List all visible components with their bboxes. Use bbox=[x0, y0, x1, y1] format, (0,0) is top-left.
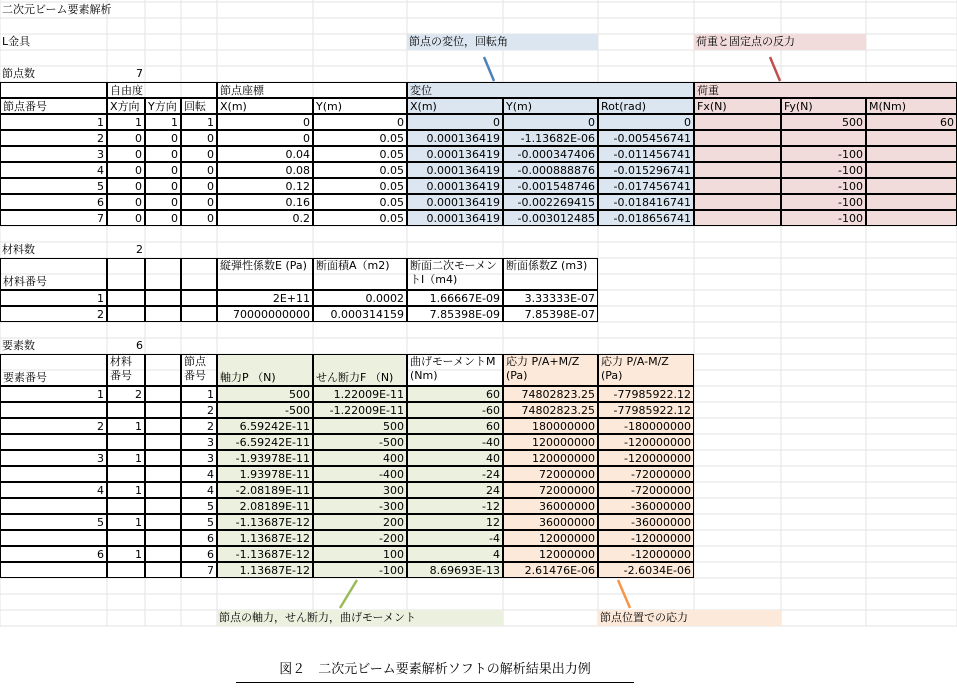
node-cell[interactable]: 0 bbox=[145, 146, 181, 162]
node-cell[interactable]: -0.001548746 bbox=[503, 178, 598, 194]
material-header[interactable]: 断面係数Z (m3) bbox=[503, 258, 598, 290]
node-cell[interactable]: 0 bbox=[217, 114, 313, 130]
element-cell[interactable] bbox=[145, 450, 181, 466]
node-cell[interactable] bbox=[694, 194, 781, 210]
material-cell[interactable]: 3.33333E-07 bbox=[503, 290, 598, 306]
node-header[interactable]: Y(m) bbox=[503, 98, 598, 114]
element-cell[interactable]: -120000000 bbox=[598, 434, 694, 450]
element-cell[interactable]: 6 bbox=[181, 546, 217, 562]
node-cell[interactable]: -100 bbox=[781, 210, 866, 226]
material-cell[interactable] bbox=[107, 306, 145, 322]
element-cell[interactable] bbox=[0, 562, 107, 578]
material-header[interactable]: 材料番号 bbox=[0, 258, 107, 290]
element-header[interactable]: 曲げモーメントM (Nm) bbox=[407, 354, 503, 386]
node-cell[interactable]: 0.000136419 bbox=[407, 162, 503, 178]
element-cell[interactable] bbox=[145, 418, 181, 434]
callout-load[interactable]: 荷重と固定点の反力 bbox=[694, 34, 866, 50]
material-cell[interactable] bbox=[107, 290, 145, 306]
node-header[interactable]: 回転 bbox=[181, 98, 217, 114]
node-cell[interactable]: 60 bbox=[866, 114, 957, 130]
material-cell[interactable] bbox=[145, 306, 181, 322]
node-group-disp[interactable]: 変位 bbox=[407, 82, 694, 98]
element-cell[interactable]: -300 bbox=[313, 498, 407, 514]
node-cell[interactable]: 0 bbox=[107, 130, 145, 146]
nodes-count-label[interactable]: 節点数 bbox=[2, 67, 35, 80]
element-cell[interactable]: 5 bbox=[181, 498, 217, 514]
element-cell[interactable]: -12000000 bbox=[598, 546, 694, 562]
node-cell[interactable]: -0.002269415 bbox=[503, 194, 598, 210]
material-header[interactable] bbox=[107, 258, 145, 290]
element-cell[interactable]: 1 bbox=[107, 418, 145, 434]
element-cell[interactable]: 60 bbox=[407, 386, 503, 402]
node-cell[interactable]: -0.000888876 bbox=[503, 162, 598, 178]
node-cell[interactable]: 0 bbox=[407, 114, 503, 130]
element-header[interactable] bbox=[145, 354, 181, 386]
element-cell[interactable]: 1 bbox=[107, 482, 145, 498]
material-cell[interactable]: 7.85398E-09 bbox=[407, 306, 503, 322]
node-cell[interactable]: 0 bbox=[145, 194, 181, 210]
node-cell[interactable]: -0.017456741 bbox=[598, 178, 694, 194]
element-header[interactable]: 節点番号 bbox=[181, 354, 217, 386]
node-cell[interactable]: 0.000136419 bbox=[407, 210, 503, 226]
node-cell[interactable] bbox=[694, 146, 781, 162]
element-cell[interactable]: 6 bbox=[181, 530, 217, 546]
element-cell[interactable] bbox=[145, 482, 181, 498]
material-header[interactable]: 断面二次モーメントI（m4) bbox=[407, 258, 503, 290]
element-cell[interactable]: 3 bbox=[181, 434, 217, 450]
material-cell[interactable]: 0.000314159 bbox=[313, 306, 407, 322]
element-cell[interactable]: 40 bbox=[407, 450, 503, 466]
node-cell[interactable] bbox=[866, 178, 957, 194]
element-cell[interactable]: 1 bbox=[0, 386, 107, 402]
node-cell[interactable] bbox=[694, 210, 781, 226]
node-cell[interactable]: -100 bbox=[781, 146, 866, 162]
node-cell[interactable]: 0 bbox=[181, 210, 217, 226]
node-cell[interactable]: -0.018416741 bbox=[598, 194, 694, 210]
element-cell[interactable] bbox=[145, 546, 181, 562]
node-cell[interactable] bbox=[694, 162, 781, 178]
element-cell[interactable] bbox=[145, 530, 181, 546]
node-cell[interactable]: 1 bbox=[0, 114, 107, 130]
node-cell[interactable]: 0.05 bbox=[313, 194, 407, 210]
node-cell[interactable]: 0 bbox=[107, 210, 145, 226]
materials-count-label[interactable]: 材料数 bbox=[2, 243, 35, 256]
node-cell[interactable]: 0.05 bbox=[313, 162, 407, 178]
node-cell[interactable]: 3 bbox=[0, 146, 107, 162]
element-cell[interactable]: -1.13687E-12 bbox=[217, 546, 313, 562]
node-header[interactable]: 節点番号 bbox=[0, 98, 107, 114]
element-cell[interactable] bbox=[145, 402, 181, 418]
element-header[interactable]: 応力 P/A+M/Z (Pa) bbox=[503, 354, 598, 386]
element-cell[interactable]: -4 bbox=[407, 530, 503, 546]
element-cell[interactable]: 1 bbox=[107, 514, 145, 530]
node-cell[interactable]: 0 bbox=[107, 194, 145, 210]
element-header[interactable]: 軸力P （N) bbox=[217, 354, 313, 386]
element-cell[interactable] bbox=[145, 498, 181, 514]
element-cell[interactable] bbox=[107, 498, 145, 514]
node-cell[interactable] bbox=[694, 130, 781, 146]
node-cell[interactable]: -0.005456741 bbox=[598, 130, 694, 146]
node-cell[interactable]: -0.003012485 bbox=[503, 210, 598, 226]
element-cell[interactable] bbox=[107, 402, 145, 418]
element-cell[interactable]: -72000000 bbox=[598, 466, 694, 482]
node-cell[interactable]: 0.2 bbox=[217, 210, 313, 226]
node-cell[interactable]: 0.000136419 bbox=[407, 178, 503, 194]
element-header[interactable]: 材料番号 bbox=[107, 354, 145, 386]
node-cell[interactable]: 0.000136419 bbox=[407, 194, 503, 210]
nodes-count[interactable]: 7 bbox=[136, 67, 143, 80]
node-header[interactable]: X(m) bbox=[407, 98, 503, 114]
material-cell[interactable]: 2 bbox=[0, 306, 107, 322]
element-cell[interactable] bbox=[0, 530, 107, 546]
element-cell[interactable] bbox=[107, 530, 145, 546]
node-cell[interactable]: 1 bbox=[145, 114, 181, 130]
element-header[interactable]: 応力 P/A-M/Z (Pa) bbox=[598, 354, 694, 386]
element-header[interactable]: せん断力F （N) bbox=[313, 354, 407, 386]
node-cell[interactable]: -0.018656741 bbox=[598, 210, 694, 226]
element-cell[interactable] bbox=[0, 466, 107, 482]
element-cell[interactable]: -120000000 bbox=[598, 450, 694, 466]
element-cell[interactable]: -180000000 bbox=[598, 418, 694, 434]
node-group-load[interactable]: 荷重 bbox=[694, 82, 957, 98]
element-cell[interactable]: 72000000 bbox=[503, 482, 598, 498]
node-cell[interactable]: 0 bbox=[181, 130, 217, 146]
element-cell[interactable]: 200 bbox=[313, 514, 407, 530]
node-cell[interactable]: 500 bbox=[781, 114, 866, 130]
node-cell[interactable]: -0.011456741 bbox=[598, 146, 694, 162]
node-header[interactable]: Rot(rad) bbox=[598, 98, 694, 114]
node-group-blank[interactable] bbox=[0, 82, 107, 98]
node-cell[interactable]: 0.05 bbox=[313, 130, 407, 146]
node-header[interactable]: X方向 bbox=[107, 98, 145, 114]
node-header[interactable]: Fx(N) bbox=[694, 98, 781, 114]
element-cell[interactable]: -60 bbox=[407, 402, 503, 418]
element-cell[interactable] bbox=[107, 434, 145, 450]
element-cell[interactable]: -1.13687E-12 bbox=[217, 514, 313, 530]
node-cell[interactable] bbox=[694, 178, 781, 194]
element-cell[interactable] bbox=[0, 402, 107, 418]
node-cell[interactable]: 1 bbox=[181, 114, 217, 130]
element-cell[interactable] bbox=[0, 498, 107, 514]
element-cell[interactable]: -12 bbox=[407, 498, 503, 514]
element-cell[interactable] bbox=[0, 434, 107, 450]
node-cell[interactable]: 0 bbox=[598, 114, 694, 130]
node-cell[interactable] bbox=[781, 130, 866, 146]
material-header[interactable] bbox=[181, 258, 217, 290]
node-cell[interactable]: 0.000136419 bbox=[407, 130, 503, 146]
element-cell[interactable] bbox=[107, 562, 145, 578]
element-cell[interactable]: -1.93978E-11 bbox=[217, 450, 313, 466]
material-cell[interactable] bbox=[181, 290, 217, 306]
element-cell[interactable]: 1.13687E-12 bbox=[217, 562, 313, 578]
material-cell[interactable]: 7.85398E-07 bbox=[503, 306, 598, 322]
element-cell[interactable] bbox=[145, 434, 181, 450]
element-cell[interactable]: 180000000 bbox=[503, 418, 598, 434]
element-cell[interactable]: 2 bbox=[0, 418, 107, 434]
element-cell[interactable]: 4 bbox=[0, 482, 107, 498]
element-cell[interactable]: 74802823.25 bbox=[503, 402, 598, 418]
element-cell[interactable]: 2.08189E-11 bbox=[217, 498, 313, 514]
element-cell[interactable]: -40 bbox=[407, 434, 503, 450]
node-cell[interactable] bbox=[694, 114, 781, 130]
node-cell[interactable]: 0.04 bbox=[217, 146, 313, 162]
element-cell[interactable]: 3 bbox=[181, 450, 217, 466]
element-cell[interactable]: -6.59242E-11 bbox=[217, 434, 313, 450]
node-cell[interactable]: -100 bbox=[781, 194, 866, 210]
node-cell[interactable] bbox=[866, 146, 957, 162]
element-cell[interactable]: 1.93978E-11 bbox=[217, 466, 313, 482]
element-cell[interactable]: -200 bbox=[313, 530, 407, 546]
element-cell[interactable]: 1 bbox=[107, 546, 145, 562]
element-cell[interactable]: 4 bbox=[181, 482, 217, 498]
node-cell[interactable]: 0.05 bbox=[313, 210, 407, 226]
material-cell[interactable]: 0.0002 bbox=[313, 290, 407, 306]
node-header[interactable]: M(Nm) bbox=[866, 98, 957, 114]
node-cell[interactable]: 5 bbox=[0, 178, 107, 194]
element-cell[interactable]: -500 bbox=[217, 402, 313, 418]
node-cell[interactable]: -0.015296741 bbox=[598, 162, 694, 178]
node-cell[interactable]: 0 bbox=[107, 178, 145, 194]
node-cell[interactable]: 6 bbox=[0, 194, 107, 210]
element-cell[interactable] bbox=[107, 466, 145, 482]
sheet-title[interactable]: 二次元ビーム要素解析 bbox=[2, 3, 112, 16]
material-cell[interactable] bbox=[145, 290, 181, 306]
element-cell[interactable]: 7 bbox=[181, 562, 217, 578]
node-cell[interactable]: 1 bbox=[107, 114, 145, 130]
node-cell[interactable]: 0 bbox=[181, 178, 217, 194]
element-cell[interactable]: 12000000 bbox=[503, 530, 598, 546]
node-cell[interactable] bbox=[866, 194, 957, 210]
material-cell[interactable]: 2E+11 bbox=[217, 290, 313, 306]
element-cell[interactable]: 2 bbox=[107, 386, 145, 402]
node-cell[interactable]: 0 bbox=[107, 162, 145, 178]
element-cell[interactable]: 5 bbox=[181, 514, 217, 530]
element-cell[interactable] bbox=[145, 466, 181, 482]
material-header[interactable]: 縦弾性係数E (Pa) bbox=[217, 258, 313, 290]
element-cell[interactable]: 120000000 bbox=[503, 450, 598, 466]
element-cell[interactable]: 6 bbox=[0, 546, 107, 562]
node-cell[interactable] bbox=[866, 162, 957, 178]
node-cell[interactable]: 7 bbox=[0, 210, 107, 226]
element-cell[interactable]: 12000000 bbox=[503, 546, 598, 562]
element-cell[interactable]: -2.6034E-06 bbox=[598, 562, 694, 578]
node-cell[interactable]: 0 bbox=[145, 178, 181, 194]
element-cell[interactable]: 2.61476E-06 bbox=[503, 562, 598, 578]
node-cell[interactable]: 0.08 bbox=[217, 162, 313, 178]
element-cell[interactable] bbox=[145, 562, 181, 578]
element-cell[interactable]: -72000000 bbox=[598, 482, 694, 498]
node-cell[interactable]: 0 bbox=[181, 162, 217, 178]
element-cell[interactable]: 120000000 bbox=[503, 434, 598, 450]
material-header[interactable] bbox=[145, 258, 181, 290]
element-cell[interactable] bbox=[145, 514, 181, 530]
element-cell[interactable]: -36000000 bbox=[598, 498, 694, 514]
element-cell[interactable]: 3 bbox=[0, 450, 107, 466]
case-name[interactable]: L金具 bbox=[2, 35, 31, 48]
callout-force[interactable]: 節点の軸力，せん断力，曲げモーメント bbox=[217, 610, 503, 626]
material-cell[interactable]: 70000000000 bbox=[217, 306, 313, 322]
element-cell[interactable]: 1 bbox=[107, 450, 145, 466]
element-cell[interactable]: 5 bbox=[0, 514, 107, 530]
node-cell[interactable]: 0 bbox=[145, 162, 181, 178]
element-cell[interactable]: -12000000 bbox=[598, 530, 694, 546]
node-cell[interactable]: 0 bbox=[217, 130, 313, 146]
elements-count[interactable]: 6 bbox=[136, 339, 143, 352]
element-cell[interactable]: -400 bbox=[313, 466, 407, 482]
element-cell[interactable]: -1.22009E-11 bbox=[313, 402, 407, 418]
element-cell[interactable]: 100 bbox=[313, 546, 407, 562]
element-cell[interactable]: 1.13687E-12 bbox=[217, 530, 313, 546]
element-cell[interactable]: 1 bbox=[181, 386, 217, 402]
element-cell[interactable]: 1.22009E-11 bbox=[313, 386, 407, 402]
material-cell[interactable]: 1.66667E-09 bbox=[407, 290, 503, 306]
node-header[interactable]: Y(m) bbox=[313, 98, 407, 114]
element-cell[interactable]: 400 bbox=[313, 450, 407, 466]
element-cell[interactable]: 4 bbox=[181, 466, 217, 482]
element-cell[interactable]: 2 bbox=[181, 402, 217, 418]
node-cell[interactable]: 0.05 bbox=[313, 146, 407, 162]
node-cell[interactable]: 0 bbox=[145, 210, 181, 226]
callout-displacement[interactable]: 節点の変位，回転角 bbox=[407, 34, 598, 50]
element-cell[interactable]: 2 bbox=[181, 418, 217, 434]
element-cell[interactable]: 8.69693E-13 bbox=[407, 562, 503, 578]
node-cell[interactable]: 0 bbox=[181, 146, 217, 162]
node-header[interactable]: X(m) bbox=[217, 98, 313, 114]
element-cell[interactable]: 74802823.25 bbox=[503, 386, 598, 402]
materials-count[interactable]: 2 bbox=[136, 243, 143, 256]
element-cell[interactable]: 500 bbox=[313, 418, 407, 434]
node-cell[interactable]: 0 bbox=[145, 130, 181, 146]
element-cell[interactable]: 36000000 bbox=[503, 498, 598, 514]
element-cell[interactable]: 60 bbox=[407, 418, 503, 434]
element-cell[interactable]: 24 bbox=[407, 482, 503, 498]
node-cell[interactable]: -100 bbox=[781, 178, 866, 194]
node-cell[interactable]: 4 bbox=[0, 162, 107, 178]
node-cell[interactable]: 0 bbox=[107, 146, 145, 162]
element-cell[interactable]: -77985922.12 bbox=[598, 386, 694, 402]
element-header[interactable]: 要素番号 bbox=[0, 354, 107, 386]
element-cell[interactable] bbox=[145, 386, 181, 402]
element-cell[interactable]: 300 bbox=[313, 482, 407, 498]
node-cell[interactable]: 0.12 bbox=[217, 178, 313, 194]
element-cell[interactable]: 500 bbox=[217, 386, 313, 402]
element-cell[interactable]: 4 bbox=[407, 546, 503, 562]
material-cell[interactable] bbox=[181, 306, 217, 322]
node-header[interactable]: Y方向 bbox=[145, 98, 181, 114]
element-cell[interactable]: -77985922.12 bbox=[598, 402, 694, 418]
callout-stress[interactable]: 節点位置での応力 bbox=[598, 610, 781, 626]
material-header[interactable]: 断面積A（m2) bbox=[313, 258, 407, 290]
node-header[interactable]: Fy(N) bbox=[781, 98, 866, 114]
node-cell[interactable]: 0 bbox=[181, 194, 217, 210]
node-cell[interactable]: 2 bbox=[0, 130, 107, 146]
element-cell[interactable]: -36000000 bbox=[598, 514, 694, 530]
node-cell[interactable]: -1.13682E-06 bbox=[503, 130, 598, 146]
element-cell[interactable]: -100 bbox=[313, 562, 407, 578]
element-cell[interactable]: -24 bbox=[407, 466, 503, 482]
node-cell[interactable] bbox=[866, 130, 957, 146]
node-cell[interactable] bbox=[866, 210, 957, 226]
node-group-coord[interactable]: 節点座標 bbox=[217, 82, 407, 98]
node-cell[interactable]: 0.000136419 bbox=[407, 146, 503, 162]
element-cell[interactable]: 72000000 bbox=[503, 466, 598, 482]
node-group-dof[interactable]: 自由度 bbox=[107, 82, 217, 98]
elements-count-label[interactable]: 要素数 bbox=[2, 339, 35, 352]
material-cell[interactable]: 1 bbox=[0, 290, 107, 306]
node-cell[interactable]: 0 bbox=[503, 114, 598, 130]
node-cell[interactable]: 0.16 bbox=[217, 194, 313, 210]
node-cell[interactable]: -0.000347406 bbox=[503, 146, 598, 162]
element-cell[interactable]: 6.59242E-11 bbox=[217, 418, 313, 434]
element-cell[interactable]: 36000000 bbox=[503, 514, 598, 530]
element-cell[interactable]: -500 bbox=[313, 434, 407, 450]
node-cell[interactable]: -100 bbox=[781, 162, 866, 178]
figure-caption: 図２ 二次元ビーム要素解析ソフトの解析結果出力例 bbox=[236, 660, 634, 683]
node-cell[interactable]: 0 bbox=[313, 114, 407, 130]
element-cell[interactable]: 12 bbox=[407, 514, 503, 530]
node-cell[interactable]: 0.05 bbox=[313, 178, 407, 194]
element-cell[interactable]: -2.08189E-11 bbox=[217, 482, 313, 498]
